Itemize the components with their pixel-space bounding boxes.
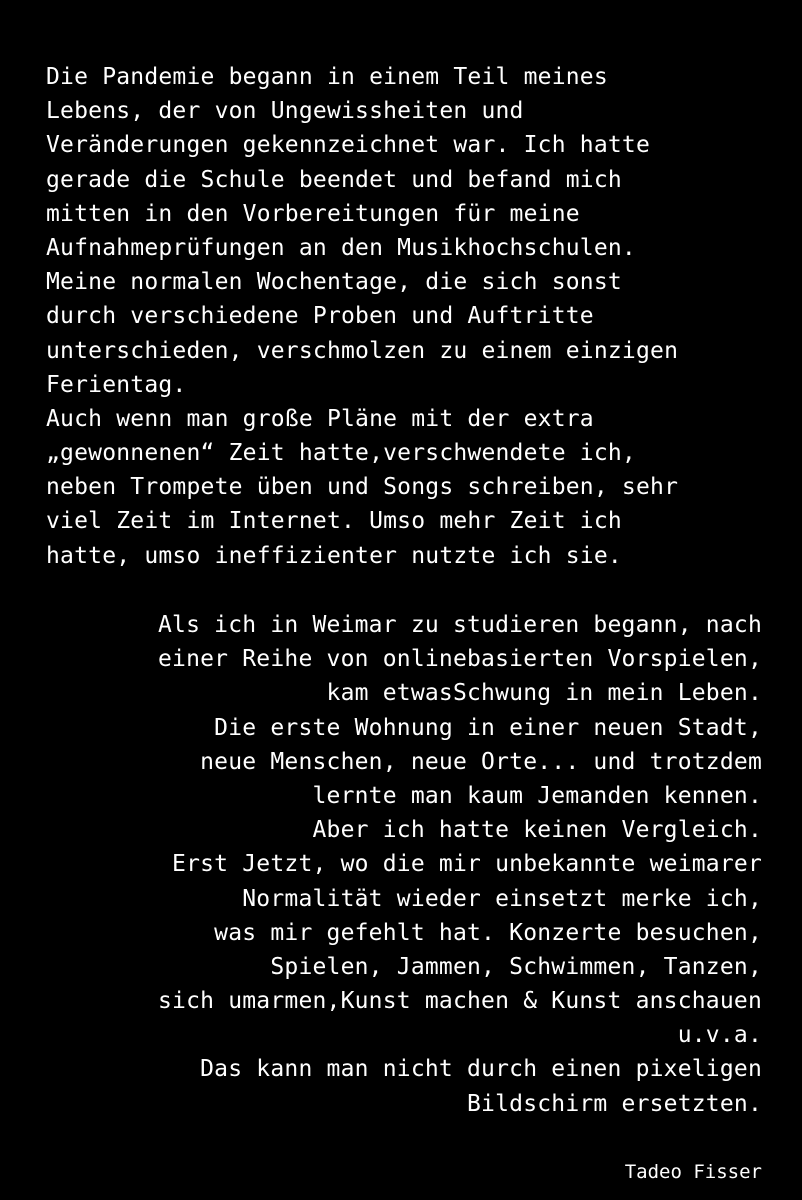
text-line: hatte, umso ineffizienter nutzte ich sie.: [46, 542, 622, 569]
text-line: Die Pandemie begann in einem Teil meines: [46, 64, 608, 90]
text-line: neben Trompete üben und Songs schreiben, sehr: [46, 474, 679, 501]
text-line: Ferientag.: [46, 371, 187, 398]
text-line: Normalität wieder einsetzt merke ich,: [242, 885, 762, 912]
paragraph-weimar-studies: [42, 608, 762, 1121]
text-line: Bildschirm ersetzten.: [467, 1090, 762, 1117]
paragraph-pandemic-beginning: [46, 60, 776, 573]
text-line: „gewonnenen“ Zeit hatte,verschwendete ich,: [46, 440, 636, 467]
text-line: Aber ich hatte keinen Vergleich.: [312, 817, 762, 844]
text-line: durch verschiedene Proben und Auftritte: [46, 303, 594, 330]
text-line: lernte man kaum Jemanden kennen.: [312, 782, 762, 809]
text-line: Meine normalen Wochentage, die sich sonst: [46, 269, 622, 296]
text-line: Aufnahmeprüfungen an den Musikhochschulen.: [46, 234, 636, 261]
author-signature: Tadeo Fisser: [624, 1161, 762, 1183]
text-line: was mir gefehlt hat. Konzerte besuchen,: [214, 919, 762, 946]
text-line: Veränderungen gekennzeichnet war. Ich hatte: [46, 132, 651, 159]
text-line: viel Zeit im Internet. Umso mehr Zeit ich: [46, 508, 622, 535]
text-line: einer Reihe von onlinebasierten Vorspielen,: [157, 646, 762, 673]
text-line: Spielen, Jammen, Schwimmen, Tanzen,: [270, 953, 762, 980]
text-line: Das kann man nicht durch einen pixeligen: [200, 1056, 762, 1083]
text-line: sich umarmen,Kunst machen & Kunst anschauen: [157, 988, 762, 1015]
text-line: gerade die Schule beendet und befand mich: [46, 166, 622, 193]
text-line: u.v.a.: [677, 1022, 762, 1049]
text-line: Erst Jetzt, wo die mir unbekannte weimarer: [172, 851, 762, 878]
text-line: Als ich in Weimar zu studieren begann, nach: [157, 612, 762, 638]
text-line: unterschieden, verschmolzen zu einem einzigen: [46, 337, 679, 364]
text-line: Auch wenn man große Pläne mit der extra: [46, 405, 594, 432]
text-line: kam etwasSchwung in mein Leben.: [326, 680, 762, 707]
text-line: mitten in den Vorbereitungen für meine: [46, 200, 580, 227]
text-line: neue Menschen, neue Orte... und trotzdem: [200, 748, 762, 775]
text-line: Lebens, der von Ungewissheiten und: [46, 98, 524, 125]
text-line: Die erste Wohnung in einer neuen Stadt,: [214, 714, 762, 741]
